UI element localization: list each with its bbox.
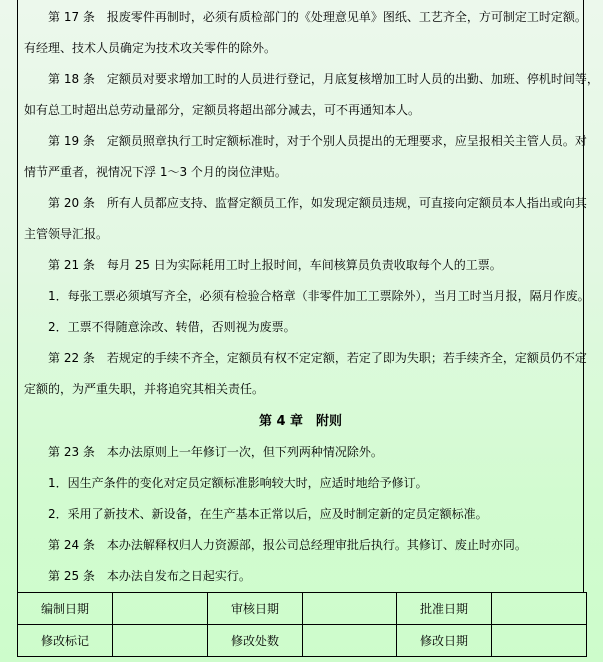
revision-mark-label: 修改标记 <box>18 625 113 657</box>
prepared-date-value <box>113 593 208 625</box>
revision-date-label: 修改日期 <box>397 625 492 657</box>
article-25: 第 25 条 本办法自发布之日起实行。 <box>48 569 251 583</box>
signoff-table <box>17 592 587 657</box>
article-20-line-2: 主管领导汇报。 <box>24 227 109 241</box>
approved-date-value <box>492 593 587 625</box>
article-19-line-1: 第 19 条 定额员照章执行工时定额标准时，对于个别人员提出的无理要求，应呈报相关主管人员。对 <box>48 134 587 148</box>
article-21-item-2: 2．工票不得随意涂改、转借，否则视为废票。 <box>48 320 296 334</box>
article-22-line-2: 定额的，为严重失职，并将追究其相关责任。 <box>24 382 265 396</box>
prepared-date-label: 编制日期 <box>18 593 113 625</box>
article-23: 第 23 条 本办法原则上一年修订一次，但下列两种情况除外。 <box>48 445 383 459</box>
revision-count-label: 修改处数 <box>208 625 303 657</box>
article-22-line-1: 第 22 条 若规定的手续不齐全，定额员有权不定定额，若定了即为失职；若手续齐全，定额员仍不定 <box>48 351 587 365</box>
revision-mark-value <box>113 625 208 657</box>
article-23-item-2: 2．采用了新技术、新设备，在生产基本正常以后，应及时制定新的定员定额标准。 <box>48 507 488 521</box>
article-21-item-1: 1．每张工票必须填写齐全，必须有检验合格章（非零件加工工票除外），当月工时当月报，隔月作废。 <box>48 289 590 303</box>
article-18-line-2: 如有总工时超出总劳动量部分，定额员将超出部分减去，可不再通知本人。 <box>24 103 421 117</box>
article-21: 第 21 条 每月 25 日为实际耗用工时上报时间，车间核算员负责收取每个人的工票。 <box>48 258 502 272</box>
chapter-4-heading: 第 4 章 附则 <box>258 414 343 429</box>
reviewed-date-label: 审核日期 <box>208 593 303 625</box>
revision-count-value <box>303 625 397 657</box>
table-row <box>18 593 587 625</box>
article-20-line-1: 第 20 条 所有人员都应支持、监督定额员工作，如发现定额员违规，可直接向定额员本人指出或向其 <box>48 196 587 210</box>
article-17-line-1: 第 17 条 报废零件再制时，必须有质检部门的《处理意见单》图纸、工艺齐全，方可制定工时定额。 <box>48 10 587 24</box>
article-24: 第 24 条 本办法解释权归人力资源部，报公司总经理审批后执行。其修订、废止时亦同。 <box>48 538 527 552</box>
table-row <box>18 625 587 657</box>
article-17-line-2: 有经理、技术人员确定为技术攻关零件的除外。 <box>24 41 277 55</box>
revision-date-value <box>492 625 587 657</box>
article-18-line-1: 第 18 条 定额员对要求增加工时的人员进行登记，月底复核增加工时人员的出勤、加班、停机时间等， <box>48 72 599 86</box>
article-19-line-2: 情节严重者，视情况下浮 1～3 个月的岗位津贴。 <box>24 165 287 179</box>
approved-date-label: 批准日期 <box>397 593 492 625</box>
reviewed-date-value <box>303 593 397 625</box>
article-23-item-1: 1．因生产条件的变化对定员定额标准影响较大时，应适时地给予修订。 <box>48 476 428 490</box>
